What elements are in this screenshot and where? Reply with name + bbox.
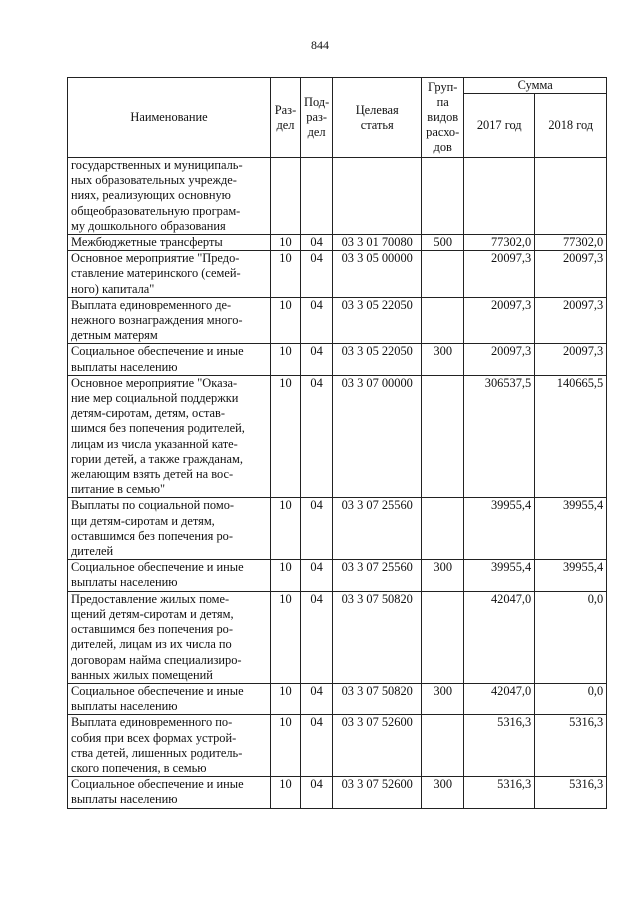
cell-target	[333, 158, 422, 235]
cell-podrazdel	[301, 158, 333, 235]
cell-name: Предоставление жилых поме- щений детям-сиротам и детям, оставшимся без попечения ро- дителей, лицам из их числа по договорам найма специализиро- ванных жилых помещений	[68, 591, 271, 683]
header-sum: Сумма	[464, 78, 607, 94]
cell-sum-2018: 0,0	[535, 591, 607, 683]
cell-razdel: 10	[271, 297, 301, 344]
cell-group	[422, 498, 464, 560]
cell-sum-2018: 20097,3	[535, 344, 607, 375]
cell-target: 03 3 07 25560	[333, 498, 422, 560]
cell-target: 03 3 05 22050	[333, 344, 422, 375]
cell-sum-2018: 5316,3	[535, 777, 607, 808]
cell-podrazdel: 04	[301, 344, 333, 375]
cell-target: 03 3 07 52600	[333, 777, 422, 808]
header-podrazdel: Под- раз- дел	[301, 78, 333, 158]
cell-target: 03 3 07 52600	[333, 715, 422, 777]
cell-sum-2017: 42047,0	[464, 591, 535, 683]
cell-podrazdel: 04	[301, 683, 333, 714]
cell-razdel: 10	[271, 251, 301, 298]
header-target: Целевая статья	[333, 78, 422, 158]
table-header	[68, 78, 607, 158]
cell-name: Социальное обеспечение и иные выплаты населению	[68, 777, 271, 808]
cell-podrazdel: 04	[301, 591, 333, 683]
cell-razdel: 10	[271, 560, 301, 591]
cell-sum-2017: 5316,3	[464, 715, 535, 777]
table-row	[68, 297, 607, 344]
table-row	[68, 235, 607, 251]
cell-group	[422, 715, 464, 777]
cell-name: Выплаты по социальной помо- щи детям-сиротам и детям, оставшимся без попечения ро- дителей	[68, 498, 271, 560]
header-group: Груп- па видов расхо- дов	[422, 78, 464, 158]
cell-target: 03 3 05 22050	[333, 297, 422, 344]
cell-sum-2017: 20097,3	[464, 344, 535, 375]
cell-target: 03 3 07 50820	[333, 683, 422, 714]
cell-sum-2017: 39955,4	[464, 498, 535, 560]
cell-sum-2017	[464, 158, 535, 235]
cell-name: Социальное обеспечение и иные выплаты населению	[68, 683, 271, 714]
cell-sum-2017: 42047,0	[464, 683, 535, 714]
table-row	[68, 777, 607, 808]
table-row	[68, 498, 607, 560]
cell-sum-2018: 0,0	[535, 683, 607, 714]
table-row	[68, 683, 607, 714]
cell-group: 300	[422, 344, 464, 375]
cell-group: 500	[422, 235, 464, 251]
cell-target: 03 3 07 00000	[333, 375, 422, 498]
header-name: Наименование	[68, 78, 271, 158]
cell-group	[422, 375, 464, 498]
budget-table	[67, 77, 607, 809]
cell-sum-2017: 5316,3	[464, 777, 535, 808]
header-2018: 2018 год	[535, 94, 607, 158]
cell-group	[422, 251, 464, 298]
cell-sum-2018: 20097,3	[535, 297, 607, 344]
cell-sum-2018: 39955,4	[535, 560, 607, 591]
cell-sum-2017: 20097,3	[464, 297, 535, 344]
cell-name: Основное мероприятие "Оказа- ние мер социальной поддержки детям-сиротам, детям, остав- шимся без попечения родителей, лицам из числа указанной кате- гории детей, а также гражданам, желающим взять детей на вос- питание в семью"	[68, 375, 271, 498]
table-body	[68, 158, 607, 809]
page-number: 844	[311, 38, 329, 52]
cell-sum-2018: 77302,0	[535, 235, 607, 251]
cell-razdel	[271, 158, 301, 235]
cell-sum-2018: 39955,4	[535, 498, 607, 560]
cell-razdel: 10	[271, 498, 301, 560]
cell-sum-2018: 5316,3	[535, 715, 607, 777]
cell-target: 03 3 01 70080	[333, 235, 422, 251]
table-row	[68, 344, 607, 375]
cell-target: 03 3 07 50820	[333, 591, 422, 683]
cell-podrazdel: 04	[301, 297, 333, 344]
cell-sum-2017: 306537,5	[464, 375, 535, 498]
cell-group: 300	[422, 777, 464, 808]
cell-sum-2018: 140665,5	[535, 375, 607, 498]
table-row	[68, 251, 607, 298]
cell-name: Межбюджетные трансферты	[68, 235, 271, 251]
cell-name: Социальное обеспечение и иные выплаты населению	[68, 560, 271, 591]
cell-group	[422, 591, 464, 683]
cell-podrazdel: 04	[301, 498, 333, 560]
cell-name: Социальное обеспечение и иные выплаты населению	[68, 344, 271, 375]
cell-name: государственных и муниципаль- ных образовательных учрежде- ниях, реализующих основную общеобразовательную програм- му дошкольного образования	[68, 158, 271, 235]
cell-target: 03 3 05 00000	[333, 251, 422, 298]
cell-name: Выплата единовременного по- собия при всех формах устрой- ства детей, лишенных родитель- ского попечения, в семью	[68, 715, 271, 777]
cell-podrazdel: 04	[301, 715, 333, 777]
cell-razdel: 10	[271, 591, 301, 683]
cell-razdel: 10	[271, 235, 301, 251]
table-row	[68, 158, 607, 235]
table-row	[68, 591, 607, 683]
cell-razdel: 10	[271, 683, 301, 714]
table-row	[68, 560, 607, 591]
cell-podrazdel: 04	[301, 235, 333, 251]
cell-sum-2017: 39955,4	[464, 560, 535, 591]
table-row	[68, 375, 607, 498]
table-row	[68, 715, 607, 777]
cell-name: Основное мероприятие "Предо- ставление материнского (семей- ного) капитала"	[68, 251, 271, 298]
cell-name: Выплата единовременного де- нежного вознаграждения много- детным матерям	[68, 297, 271, 344]
cell-group	[422, 297, 464, 344]
cell-razdel: 10	[271, 344, 301, 375]
cell-razdel: 10	[271, 715, 301, 777]
cell-razdel: 10	[271, 777, 301, 808]
header-razdel: Раз- дел	[271, 78, 301, 158]
cell-group: 300	[422, 683, 464, 714]
cell-sum-2018	[535, 158, 607, 235]
cell-sum-2018: 20097,3	[535, 251, 607, 298]
cell-sum-2017: 20097,3	[464, 251, 535, 298]
header-2017: 2017 год	[464, 94, 535, 158]
cell-podrazdel: 04	[301, 375, 333, 498]
cell-podrazdel: 04	[301, 560, 333, 591]
cell-group	[422, 158, 464, 235]
cell-podrazdel: 04	[301, 777, 333, 808]
cell-razdel: 10	[271, 375, 301, 498]
cell-target: 03 3 07 25560	[333, 560, 422, 591]
cell-group: 300	[422, 560, 464, 591]
cell-sum-2017: 77302,0	[464, 235, 535, 251]
cell-podrazdel: 04	[301, 251, 333, 298]
